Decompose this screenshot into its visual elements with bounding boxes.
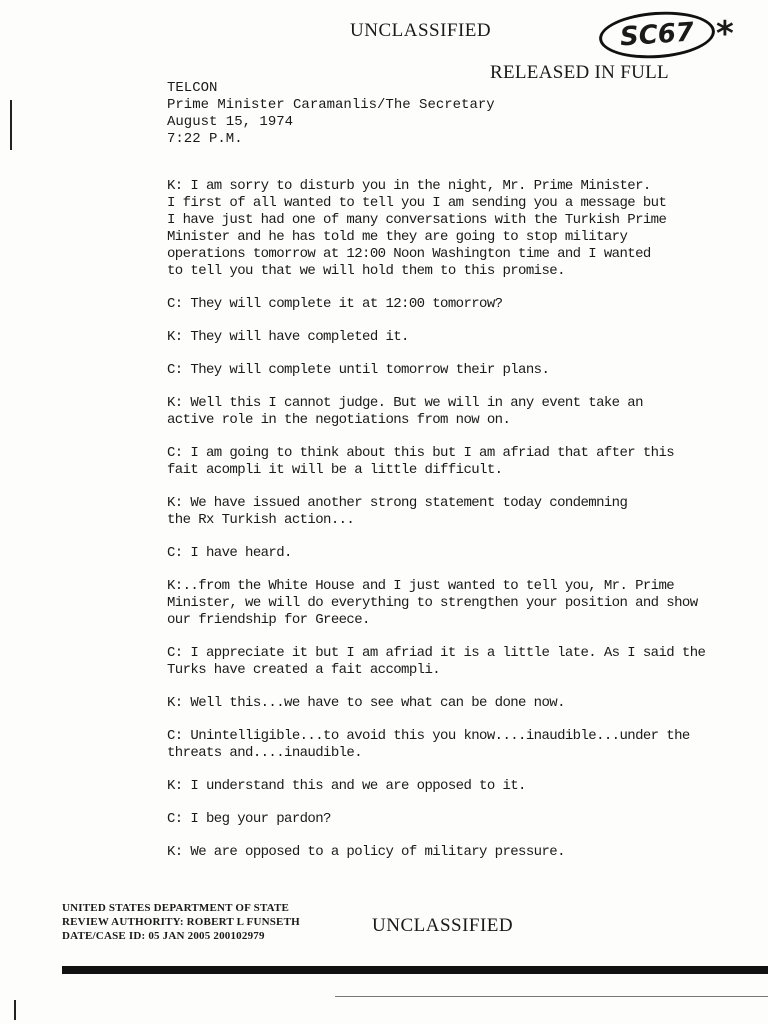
transcript-entry: C: I am going to think about this but I am afriad that after this fait acompli it will be a little difficult. (167, 445, 675, 478)
asterisk-mark: * (716, 14, 734, 54)
transcript-entry: K: I understand this and we are opposed to it. (167, 778, 526, 794)
transcript-entry: C: Unintelligible...to avoid this you know....inaudible...under the threats and....inaudible. (167, 728, 690, 761)
scan-border-thin (335, 996, 768, 997)
telcon-time: 7:22 P.M. (167, 131, 243, 147)
transcript-entry: K: Well this I cannot judge. But we will in any event take an active role in the negotiations from now on. (167, 395, 643, 428)
transcript-entry: C: I beg your pardon? (167, 811, 331, 827)
classification-bottom: UNCLASSIFIED (372, 915, 514, 936)
telcon-type: TELCON (167, 80, 218, 96)
scan-margin-mark (14, 1000, 16, 1020)
transcript (167, 178, 707, 877)
scan-border-thick (62, 966, 768, 974)
release-status: RELEASED IN FULL (490, 62, 669, 83)
scan-margin-mark (10, 100, 12, 150)
footer-review-authority: REVIEW AUTHORITY: ROBERT L FUNSETH (62, 916, 300, 928)
classification-top: UNCLASSIFIED (350, 20, 492, 41)
transcript-entry: C: They will complete until tomorrow their plans. (167, 362, 550, 378)
transcript-entry: K:..from the White House and I just wanted to tell you, Mr. Prime Minister, we will do everything to strengthen your position and show our friendship for Greece. (167, 578, 698, 628)
transcript-entry: C: I appreciate it but I am afriad it is a little late. As I said the Turks have created a fait accompli. (167, 645, 706, 678)
telcon-participants: Prime Minister Caramanlis/The Secretary (167, 97, 495, 113)
transcript-entry: K: They will have completed it. (167, 329, 409, 345)
footer-date-case: DATE/CASE ID: 05 JAN 2005 200102979 (62, 930, 265, 942)
transcript-entry: K: We have issued another strong statement today condemning the Rx Turkish action... (167, 495, 628, 528)
telcon-date: August 15, 1974 (167, 114, 294, 130)
transcript-entry: C: They will complete it at 12:00 tomorrow? (167, 296, 503, 312)
transcript-entry: K: We are opposed to a policy of military pressure. (167, 844, 565, 860)
transcript-entry: K: Well this...we have to see what can be done now. (167, 695, 565, 711)
transcript-entry: C: I have heard. (167, 545, 292, 561)
case-stamp: SC67 (598, 8, 717, 62)
telcon-header (167, 80, 495, 148)
transcript-entry: K: I am sorry to disturb you in the night, Mr. Prime Minister. I first of all wanted to tell you I am sending you a message but I have just had one of many conversations with the Turkish Prime Minister and he has told me they are going to stop military operations tomorrow at 12:00 Noon Washington time and I wanted to tell you that we will hold them to this promise. (167, 178, 667, 279)
review-footer (62, 901, 300, 943)
footer-department: UNITED STATES DEPARTMENT OF STATE (62, 902, 290, 914)
